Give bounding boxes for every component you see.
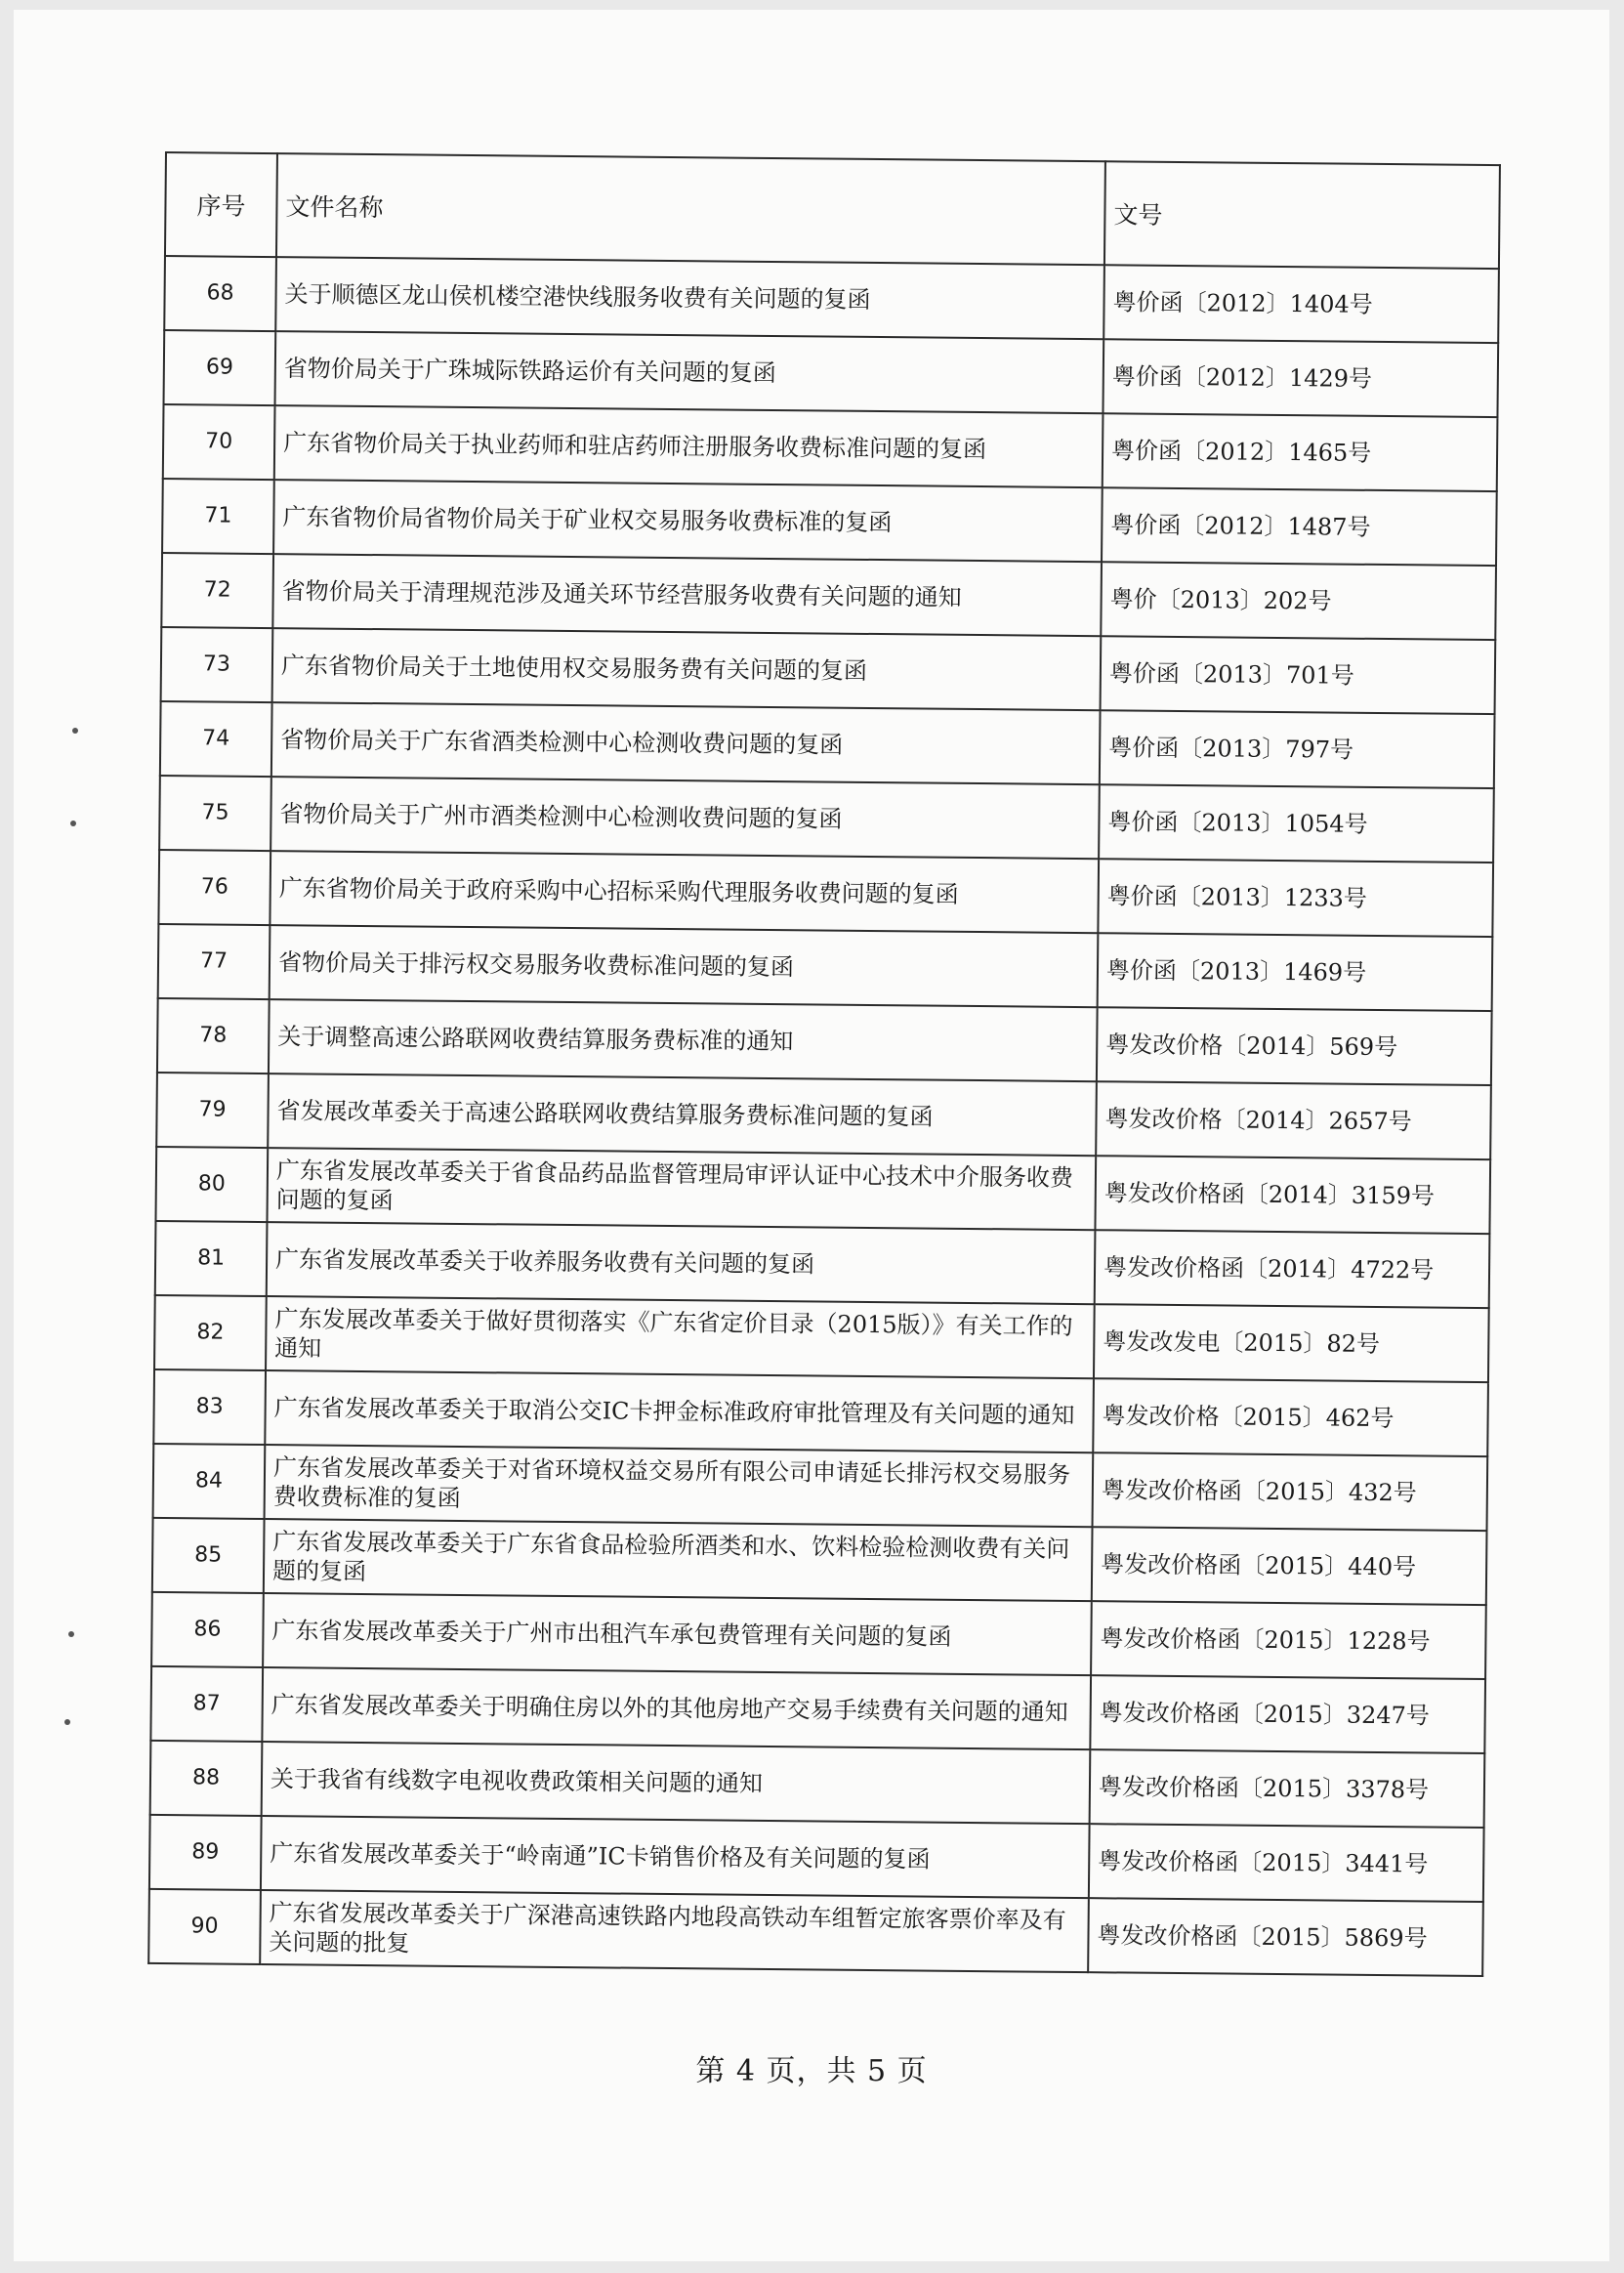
row-document-number: 粤价函〔2013〕1233号 xyxy=(1098,859,1493,937)
header-document-name: 文件名称 xyxy=(276,153,1105,265)
row-serial-number: 70 xyxy=(163,404,275,480)
row-document-number: 粤发改价格函〔2015〕5869号 xyxy=(1088,1898,1483,1976)
row-document-name: 广东省发展改革委关于明确住房以外的其他房地产交易手续费有关问题的通知 xyxy=(262,1667,1091,1749)
row-document-number: 粤发改价格〔2014〕569号 xyxy=(1097,1007,1492,1085)
row-document-name: 广东省发展改革委关于广深港高速铁路内地段高铁动车组暂定旅客票价率及有关问题的批复 xyxy=(260,1890,1089,1972)
document-page xyxy=(14,10,1609,2261)
table-row xyxy=(156,1073,1491,1159)
row-document-number: 粤发改价格函〔2014〕4722号 xyxy=(1095,1230,1490,1308)
row-document-number: 粤价函〔2013〕1054号 xyxy=(1099,784,1494,863)
row-document-number: 粤发改价格函〔2014〕3159号 xyxy=(1095,1156,1490,1234)
row-document-number: 粤价函〔2012〕1487号 xyxy=(1102,487,1497,566)
row-document-number: 粤发改价格函〔2015〕440号 xyxy=(1092,1527,1487,1605)
row-document-name: 省物价局关于排污权交易服务收费标准问题的复函 xyxy=(270,925,1099,1007)
scan-speck xyxy=(68,1631,74,1637)
row-document-name: 广东省发展改革委关于广东省食品检验所酒类和水、饮料检验检测收费有关问题的复函 xyxy=(264,1519,1093,1601)
row-serial-number: 90 xyxy=(148,1889,261,1964)
scan-speck xyxy=(70,821,76,826)
table-row xyxy=(150,1741,1485,1828)
row-document-name: 关于我省有线数字电视收费政策相关问题的通知 xyxy=(262,1742,1091,1824)
row-serial-number: 78 xyxy=(157,998,270,1073)
row-document-name: 关于顺德区龙山侯机楼空港快线服务收费有关问题的复函 xyxy=(275,257,1104,339)
row-document-number: 粤发改价格函〔2015〕3441号 xyxy=(1089,1824,1484,1902)
row-serial-number: 84 xyxy=(153,1444,266,1519)
row-document-number: 粤发改价格函〔2015〕1228号 xyxy=(1091,1601,1486,1679)
table-row xyxy=(164,256,1499,343)
row-document-number: 粤价〔2013〕202号 xyxy=(1101,562,1496,640)
row-serial-number: 77 xyxy=(158,924,271,999)
row-document-number: 粤发改价格函〔2015〕3378号 xyxy=(1090,1749,1485,1828)
table-row xyxy=(150,1666,1485,1753)
row-serial-number: 82 xyxy=(154,1295,267,1370)
row-document-name: 广东省发展改革委关于取消公交IC卡押金标准政府审批管理及有关问题的通知 xyxy=(265,1370,1094,1452)
table-body xyxy=(148,256,1499,1976)
row-serial-number: 74 xyxy=(160,701,272,777)
row-document-name: 关于调整高速公路联网收费结算服务费标准的通知 xyxy=(269,999,1098,1081)
row-serial-number: 85 xyxy=(152,1518,265,1593)
row-document-name: 广东省发展改革委关于省食品药品监督管理局审评认证中心技术中介服务收费问题的复函 xyxy=(267,1148,1096,1230)
table-row xyxy=(153,1369,1488,1456)
row-document-name: 广东发展改革委关于做好贯彻落实《广东省定价目录（2015版）》有关工作的通知 xyxy=(266,1296,1095,1378)
table-row xyxy=(152,1518,1487,1605)
row-document-name: 省物价局关于广州市酒类检测中心检测收费问题的复函 xyxy=(271,777,1100,859)
table-row xyxy=(161,627,1496,714)
row-serial-number: 69 xyxy=(164,330,276,405)
table-row xyxy=(160,701,1495,788)
row-serial-number: 89 xyxy=(149,1815,262,1890)
row-serial-number: 87 xyxy=(150,1666,263,1742)
row-serial-number: 88 xyxy=(150,1741,263,1816)
row-serial-number: 86 xyxy=(151,1592,264,1667)
table-row xyxy=(163,404,1498,491)
row-document-name: 省物价局关于广珠城际铁路运价有关问题的复函 xyxy=(275,331,1104,413)
table-row xyxy=(162,479,1497,566)
row-serial-number: 81 xyxy=(155,1221,268,1296)
row-serial-number: 75 xyxy=(159,776,271,851)
row-document-number: 粤发改价格函〔2015〕432号 xyxy=(1093,1452,1488,1531)
table-row xyxy=(154,1295,1489,1382)
table-row xyxy=(155,1221,1490,1308)
row-document-number: 粤价函〔2012〕1429号 xyxy=(1103,339,1498,417)
table-row xyxy=(153,1444,1488,1531)
header-serial-number: 序号 xyxy=(165,152,277,257)
table-row xyxy=(164,330,1499,417)
row-document-name: 省发展改革委关于高速公路联网收费结算服务费标准问题的复函 xyxy=(268,1073,1097,1156)
row-serial-number: 79 xyxy=(156,1073,269,1148)
row-serial-number: 68 xyxy=(164,256,276,331)
row-document-name: 广东省物价局关于政府采购中心招标采购代理服务收费问题的复函 xyxy=(270,851,1099,933)
row-document-number: 粤价函〔2013〕797号 xyxy=(1100,710,1495,788)
row-document-number: 粤发改价格函〔2015〕3247号 xyxy=(1090,1675,1485,1753)
row-document-number: 粤价函〔2012〕1465号 xyxy=(1103,413,1498,491)
row-serial-number: 71 xyxy=(162,479,274,554)
row-document-name: 广东省发展改革委关于收养服务收费有关问题的复函 xyxy=(267,1222,1096,1304)
row-document-number: 粤发改价格〔2014〕2657号 xyxy=(1096,1081,1491,1159)
header-document-number: 文号 xyxy=(1104,161,1500,269)
table-header-row xyxy=(165,152,1500,269)
row-document-name: 广东省物价局省物价局关于矿业权交易服务收费标准的复函 xyxy=(273,480,1103,562)
row-document-name: 广东省发展改革委关于对省环境权益交易所有限公司申请延长排污权交易服务费收费标准的复函 xyxy=(265,1445,1094,1527)
table-row xyxy=(151,1592,1486,1679)
table-row xyxy=(155,1147,1490,1234)
row-document-name: 广东省发展改革委关于广州市出租汽车承包费管理有关问题的复函 xyxy=(263,1593,1092,1675)
row-document-number: 粤价函〔2013〕701号 xyxy=(1101,636,1496,714)
scan-speck xyxy=(72,728,78,734)
table-row xyxy=(157,998,1492,1085)
table-row xyxy=(149,1815,1484,1902)
table-row xyxy=(158,850,1493,937)
row-document-name: 广东省发展改革委关于“岭南通”IC卡销售价格及有关问题的复函 xyxy=(261,1816,1090,1898)
row-document-number: 粤发改发电〔2015〕82号 xyxy=(1094,1304,1489,1382)
row-document-name: 广东省物价局关于执业药师和驻店药师注册服务收费标准问题的复函 xyxy=(274,405,1103,487)
row-document-name: 省物价局关于广东省酒类检测中心检测收费问题的复函 xyxy=(271,702,1101,784)
row-document-number: 粤价函〔2013〕1469号 xyxy=(1098,933,1493,1011)
row-document-name: 广东省物价局关于土地使用权交易服务费有关问题的复函 xyxy=(272,628,1102,710)
row-serial-number: 83 xyxy=(153,1369,266,1445)
table-row xyxy=(161,553,1496,640)
row-document-name: 省物价局关于清理规范涉及通关环节经营服务收费有关问题的通知 xyxy=(272,554,1102,636)
page-number: 第 4 页，共 5 页 xyxy=(695,2054,928,2088)
row-serial-number: 72 xyxy=(161,553,273,628)
document-table xyxy=(147,151,1501,1977)
table-row xyxy=(148,1889,1483,1976)
table-row xyxy=(158,924,1493,1011)
table-row xyxy=(159,776,1494,863)
row-serial-number: 80 xyxy=(155,1147,268,1222)
row-serial-number: 76 xyxy=(158,850,271,925)
row-document-number: 粤价函〔2012〕1404号 xyxy=(1103,265,1499,343)
scan-speck xyxy=(64,1719,70,1725)
row-document-number: 粤发改价格〔2015〕462号 xyxy=(1093,1378,1488,1456)
row-serial-number: 73 xyxy=(161,627,273,702)
